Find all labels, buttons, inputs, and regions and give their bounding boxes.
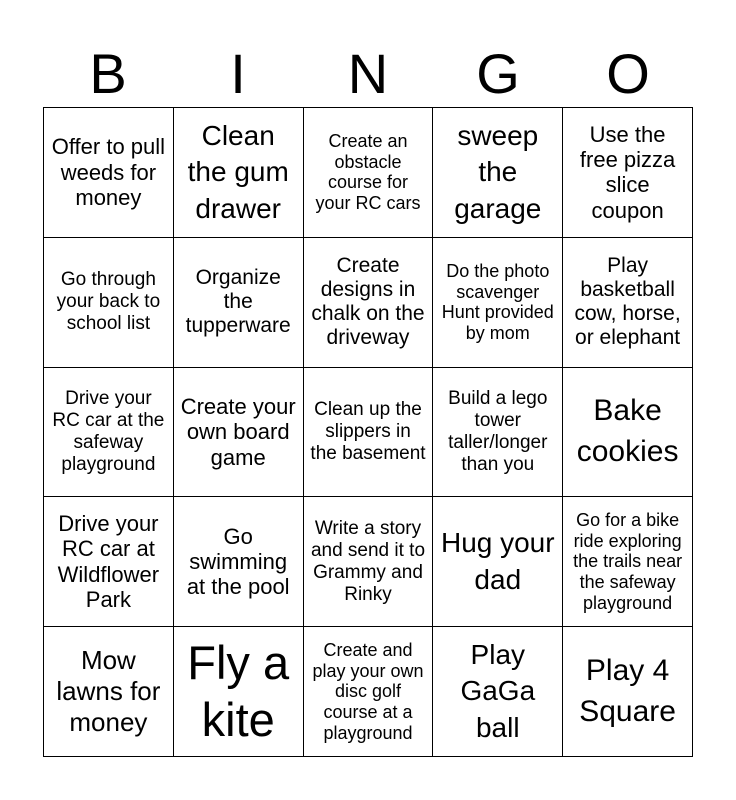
bingo-cell: Write a story and send it to Grammy and Rinky (304, 497, 434, 627)
header-letter-i: I (230, 42, 246, 105)
header-letter-n: N (347, 42, 389, 105)
bingo-cell: Mow lawns for money (44, 627, 174, 757)
bingo-cell: Create designs in chalk on the driveway (304, 238, 434, 368)
bingo-cell: Create your own board game (174, 368, 304, 498)
bingo-cell: Create and play your own disc golf course at a playground (304, 627, 434, 757)
bingo-cell: Go for a bike ride exploring the trails near the safeway playground (563, 497, 693, 627)
header-letter-o: O (606, 42, 650, 105)
bingo-cell: Drive your RC car at the safeway playground (44, 368, 174, 498)
bingo-cell: Create an obstacle course for your RC cars (304, 108, 434, 238)
bingo-cell: Build a lego tower taller/longer than you (433, 368, 563, 498)
bingo-cell: Hug your dad (433, 497, 563, 627)
bingo-cell: Play 4 Square (563, 627, 693, 757)
bingo-cell: Clean up the slippers in the basement (304, 368, 434, 498)
bingo-cell: Offer to pull weeds for money (44, 108, 174, 238)
bingo-cell: Play basketball cow, horse, or elephant (563, 238, 693, 368)
bingo-cell: Go through your back to school list (44, 238, 174, 368)
bingo-cell: Drive your RC car at Wildflower Park (44, 497, 174, 627)
bingo-header (43, 44, 693, 104)
bingo-cell: Clean the gum drawer (174, 108, 304, 238)
bingo-cell: Bake cookies (563, 368, 693, 498)
bingo-cell: sweep the garage (433, 108, 563, 238)
bingo-cell: Go swimming at the pool (174, 497, 304, 627)
bingo-cell: Play GaGa ball (433, 627, 563, 757)
bingo-grid (43, 107, 693, 757)
header-letter-b: B (89, 42, 127, 105)
bingo-cell: Use the free pizza slice coupon (563, 108, 693, 238)
bingo-cell: Organize the tupperware (174, 238, 304, 368)
bingo-cell: Fly a kite (174, 627, 304, 757)
header-letter-g: G (476, 42, 520, 105)
bingo-cell: Do the photo scavenger Hunt provided by mom (433, 238, 563, 368)
